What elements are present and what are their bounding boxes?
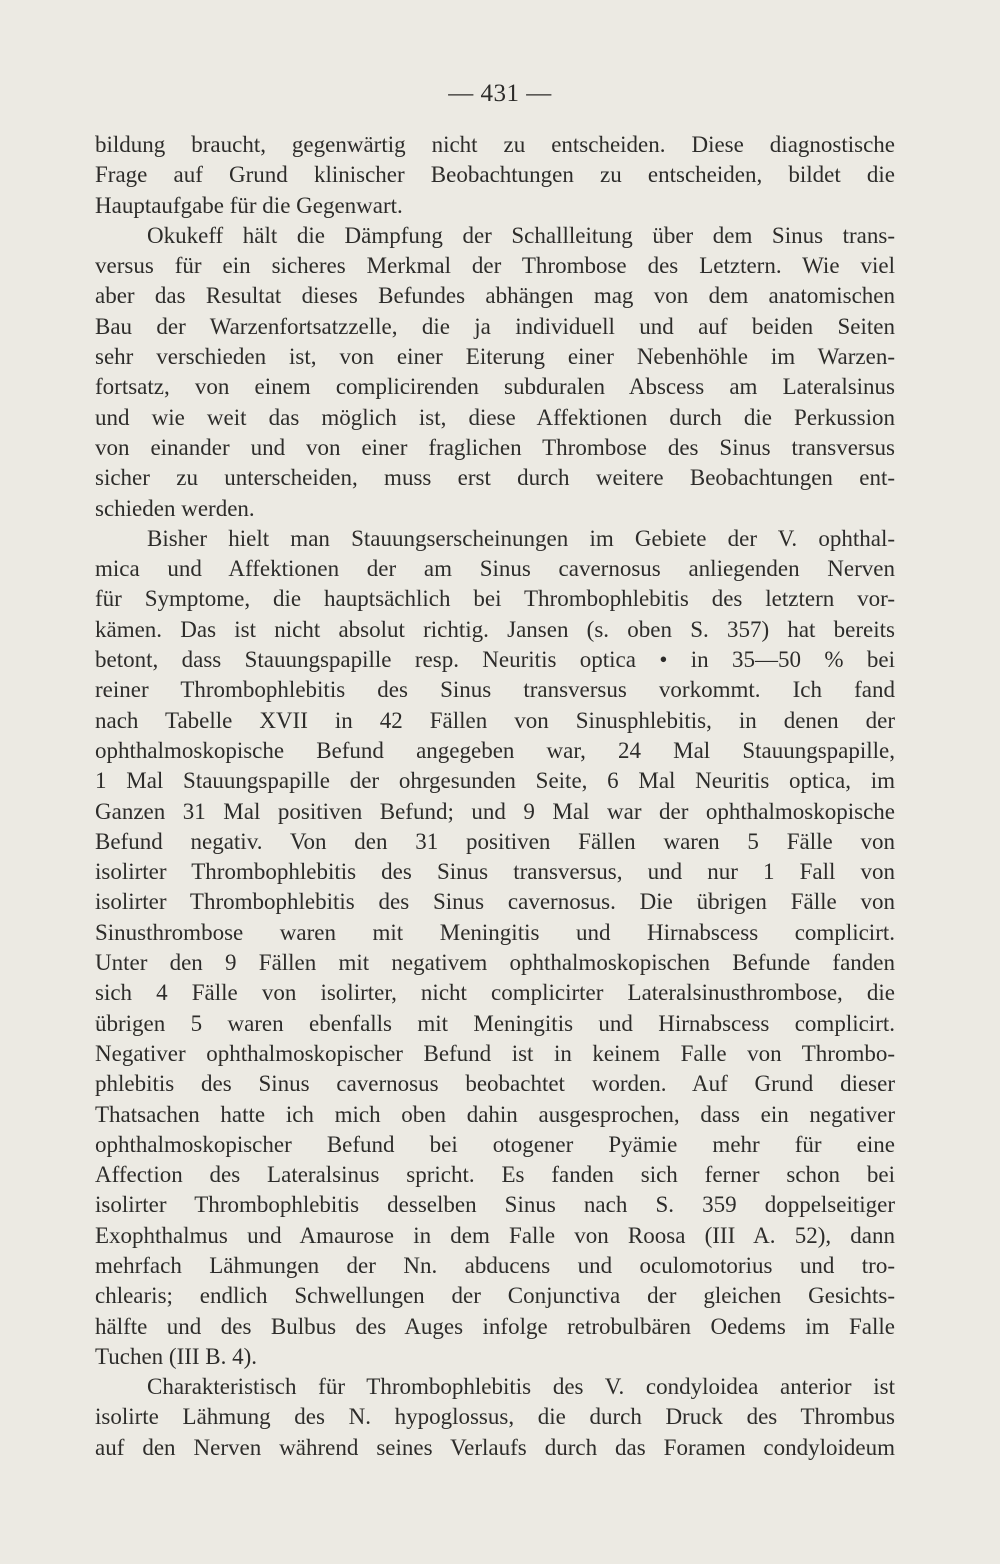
text-line: isolirter Thrombophlebitis des Sinus transversus, und nur 1 Fall von <box>95 859 895 885</box>
text-line: sicher zu unterscheiden, muss erst durch weitere Beobachtungen ent- <box>95 465 895 491</box>
text-line: Befund negativ. Von den 31 positiven Fällen waren 5 Fälle von <box>95 828 895 854</box>
body-text <box>95 130 895 1463</box>
text-line: und wie weit das möglich ist, diese Affektionen durch die Perkussion <box>95 404 895 430</box>
text-line: chlearis; endlich Schwellungen der Conjunctiva der gleichen Gesichts- <box>95 1283 895 1309</box>
page-number: — 431 — <box>448 80 552 107</box>
text-line: Unter den 9 Fällen mit negativem ophthalmoskopischen Befunde fanden <box>95 950 895 976</box>
paragraph <box>95 221 895 524</box>
paragraph <box>95 524 895 1372</box>
text-line: mica und Affektionen der am Sinus cavernosus anliegenden Nerven <box>95 556 895 582</box>
text-line: Affection des Lateralsinus spricht. Es fanden sich ferner schon bei <box>95 1162 895 1188</box>
text-line: Negativer ophthalmoskopischer Befund ist in keinem Falle von Thrombo- <box>95 1040 895 1066</box>
text-line: Thatsachen hatte ich mich oben dahin ausgesprochen, dass ein negativer <box>95 1101 895 1127</box>
text-line: kämen. Das ist nicht absolut richtig. Jansen (s. oben S. 357) hat bereits <box>95 616 895 642</box>
text-line: ophthalmoskopischer Befund bei otogener Pyämie mehr für eine <box>95 1131 895 1157</box>
text-line: fortsatz, von einem complicirenden subduralen Abscess am Lateralsinus <box>95 374 895 400</box>
paragraph <box>95 130 895 221</box>
text-line: Bau der Warzenfortsatzzelle, die ja individuell und auf beiden Seiten <box>95 313 895 339</box>
text-line: auf den Nerven während seines Verlaufs durch das Foramen condyloideum <box>95 1434 895 1460</box>
text-line: nach Tabelle XVII in 42 Fällen von Sinusphlebitis, in denen der <box>95 707 895 733</box>
text-line: schieden werden. <box>95 495 255 521</box>
text-line: Tuchen (III B. 4). <box>95 1343 258 1369</box>
paragraph <box>95 1372 895 1463</box>
text-line: übrigen 5 waren ebenfalls mit Meningitis und Hirnabscess complicirt. <box>95 1010 895 1036</box>
text-line: sich 4 Fälle von isolirter, nicht complicirter Lateralsinusthrombose, die <box>95 980 895 1006</box>
text-line: mehrfach Lähmungen der Nn. abducens und oculomotorius und tro- <box>95 1252 895 1278</box>
text-line: hälfte und des Bulbus des Auges infolge retrobulbären Oedems im Falle <box>95 1313 895 1339</box>
text-line: bildung braucht, gegenwärtig nicht zu entscheiden. Diese diagnostische <box>95 132 895 157</box>
text-line: phlebitis des Sinus cavernosus beobachtet worden. Auf Grund dieser <box>95 1071 895 1097</box>
text-line: Bisher hielt man Stauungserscheinungen im Gebiete der V. ophthal- <box>147 525 895 551</box>
text-line: Charakteristisch für Thrombophlebitis des V. condyloidea anterior ist <box>147 1374 895 1400</box>
text-line: aber das Resultat dieses Befundes abhängen mag von dem anatomischen <box>95 283 895 309</box>
text-line: Exophthalmus und Amaurose in dem Falle von Roosa (III A. 52), dann <box>95 1222 895 1248</box>
text-line: Ganzen 31 Mal positiven Befund; und 9 Mal war der ophthalmoskopische <box>95 798 895 824</box>
text-line: ophthalmoskopische Befund angegeben war, 24 Mal Stauungspapille, <box>95 737 895 763</box>
text-line: von einander und von einer fraglichen Thrombose des Sinus transversus <box>95 434 895 460</box>
text-line: Frage auf Grund klinischer Beobachtungen zu entscheiden, bildet die <box>95 162 895 188</box>
text-line: Okukeff hält die Dämpfung der Schallleitung über dem Sinus trans- <box>147 222 895 248</box>
text-line: reiner Thrombophlebitis des Sinus transversus vorkommt. Ich fand <box>95 677 895 703</box>
text-line: isolirter Thrombophlebitis desselben Sinus nach S. 359 doppelseitiger <box>95 1192 895 1218</box>
text-line: Hauptaufgabe für die Gegenwart. <box>95 192 403 218</box>
text-line: isolirter Thrombophlebitis des Sinus cavernosus. Die übrigen Fälle von <box>95 889 895 915</box>
text-line: für Symptome, die hauptsächlich bei Thrombophlebitis des letztern vor- <box>95 586 895 612</box>
text-line: betont, dass Stauungspapille resp. Neuritis optica • in 35—50 % bei <box>95 647 895 673</box>
text-line: Sinusthrombose waren mit Meningitis und Hirnabscess complicirt. <box>95 919 895 945</box>
text-line: versus für ein sicheres Merkmal der Thrombose des Letztern. Wie viel <box>95 253 895 279</box>
text-line: 1 Mal Stauungspapille der ohrgesunden Seite, 6 Mal Neuritis optica, im <box>95 768 895 794</box>
text-line: isolirte Lähmung des N. hypoglossus, die durch Druck des Thrombus <box>95 1404 895 1430</box>
text-line: sehr verschieden ist, von einer Eiterung einer Nebenhöhle im Warzen- <box>95 344 895 370</box>
